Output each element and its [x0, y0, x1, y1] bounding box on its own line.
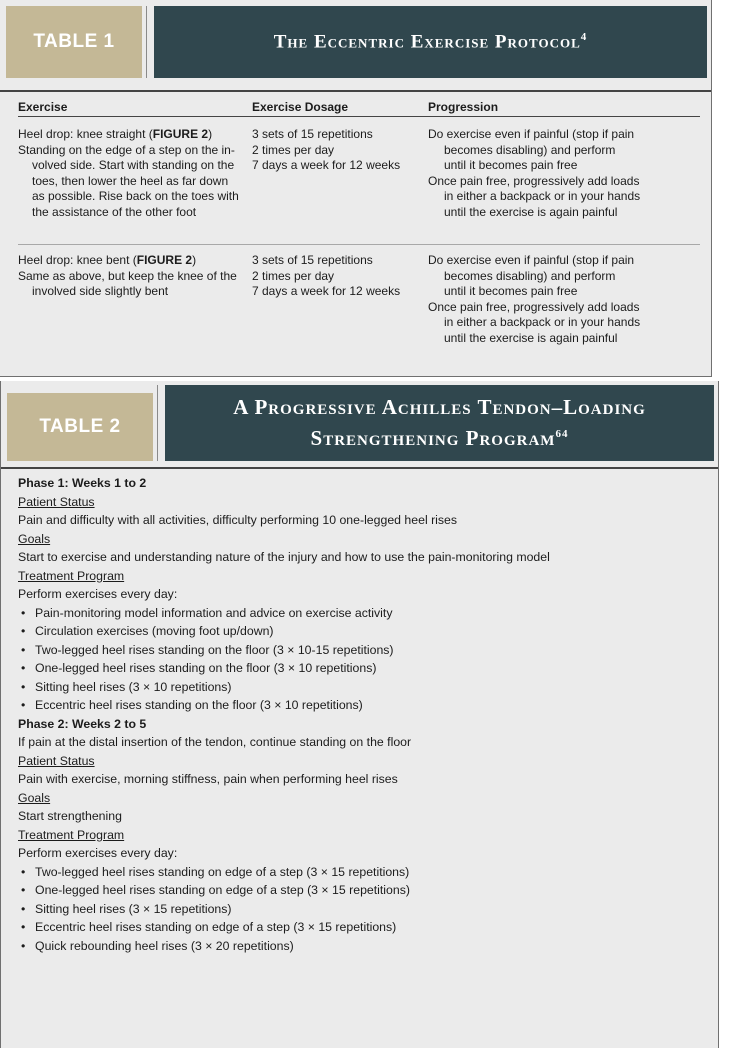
dosage-line: 7 days a week for 12 weeks: [252, 158, 401, 173]
dosage-line: 2 times per day: [252, 142, 335, 157]
table-row-1-exercise: [18, 127, 250, 221]
table-1-title: [154, 6, 707, 78]
dosage-line: 2 times per day: [252, 268, 335, 283]
table-1-title-text: The Eccentric Exercise Protocol: [273, 31, 581, 53]
list-item: • Sitting heel rises (3 × 10 repetitions): [18, 678, 718, 697]
bullet-icon: •: [21, 642, 26, 657]
exercise-line: involved side slightly bent: [32, 284, 169, 299]
bullet-icon: •: [21, 605, 26, 620]
exercise-line: volved side. Start with standing on the: [32, 158, 235, 173]
table-1-header: [0, 6, 712, 78]
bullet-icon: •: [21, 698, 26, 712]
table-1-title-ref: 4: [580, 30, 588, 43]
progression-line: Once pain free, progressively add loads: [428, 173, 640, 188]
header-divider: [153, 385, 165, 461]
list-item: • Two-legged heel rises standing on the floor (3 × 10-15 repetitions): [18, 641, 718, 660]
table-2-title-line-1: A Progressive Achilles Tendon–Loading: [233, 395, 646, 419]
table-2-tag: TABLE 2: [7, 393, 153, 461]
exercise-title: Heel drop: knee straight (FIGURE 2): [18, 127, 213, 141]
column-header-rule: [18, 116, 700, 117]
bullet-icon: •: [21, 679, 26, 694]
progression-line: in either a backpack or in your hands: [444, 315, 641, 330]
dosage-line: 3 sets of 15 repetitions: [252, 127, 373, 141]
phase-1-heading: Phase 1: Weeks 1 to 2: [18, 476, 147, 490]
progression-line: becomes disabling) and perform: [444, 142, 616, 157]
table-1: [0, 0, 712, 377]
patient-status-text: Pain and difficulty with all activities, difficulty performing 10 one-legged heel rises: [18, 513, 458, 527]
phase-2-note: If pain at the distal insertion of the tendon, continue standing on the floor: [18, 735, 412, 749]
dosage-line: 3 sets of 15 repetitions: [252, 253, 373, 267]
bullet-icon: •: [21, 661, 26, 675]
table-row-2-exercise: [18, 253, 250, 300]
progression-line: becomes disabling) and perform: [444, 268, 616, 283]
list-item: • Quick rebounding heel rises (3 × 20 repetitions): [18, 937, 718, 956]
patient-status-text: Pain with exercise, morning stiffness, pain when performing heel rises: [18, 772, 398, 786]
table-row-2-progression: [428, 253, 708, 347]
table-1-top-rule: [0, 90, 711, 92]
progression-line: until the exercise is again painful: [444, 330, 618, 345]
table-2-title-ref: 64: [555, 428, 569, 440]
patient-status-label: Patient Status: [18, 494, 95, 509]
table-1-tag: TABLE 1: [6, 6, 142, 78]
list-item: • Pain-monitoring model information and advice on exercise activity: [18, 604, 718, 623]
header-divider: [142, 6, 154, 78]
table-row-2-dosage: [252, 253, 422, 300]
table-2-body: [18, 474, 718, 955]
treatment-intro: Perform exercises every day:: [18, 587, 178, 601]
bullet-icon: •: [21, 920, 26, 934]
row-divider: [18, 244, 700, 245]
table-2: [0, 381, 719, 1048]
progression-line: until it becomes pain free: [444, 158, 578, 173]
list-item: • Eccentric heel rises standing on the floor (3 × 10 repetitions): [18, 696, 718, 715]
progression-line: until it becomes pain free: [444, 284, 578, 299]
list-item: • One-legged heel rises standing on the floor (3 × 10 repetitions): [18, 659, 718, 678]
table-2-title: [165, 385, 714, 461]
progression-line: Do exercise even if painful (stop if pain: [428, 253, 635, 267]
table-2-title-line-2: Strengthening Program: [310, 426, 556, 450]
progression-line: Do exercise even if painful (stop if pain: [428, 127, 635, 141]
goals-text: Start strengthening: [18, 809, 122, 823]
list-item: • Sitting heel rises (3 × 15 repetitions): [18, 900, 718, 919]
bullet-icon: •: [21, 938, 26, 953]
table-row-1-progression: [428, 127, 708, 221]
table-row-1-dosage: [252, 127, 422, 174]
exercise-line: Standing on the edge of a step on the in-: [18, 142, 235, 157]
exercise-line: as possible. Rise back on the toes with: [32, 189, 239, 204]
table-2-header: [1, 385, 720, 461]
goals-text: Start to exercise and understanding nature of the injury and how to use the pain-monitoring model: [18, 550, 550, 564]
progression-line: until the exercise is again painful: [444, 204, 618, 219]
exercise-line: toes, then lower the heel as far down: [32, 173, 229, 188]
table-2-top-rule: [1, 467, 718, 469]
exercise-line: Same as above, but keep the knee of the: [18, 268, 237, 283]
exercise-line: the assistance of the other foot: [32, 204, 197, 219]
bullet-icon: •: [21, 883, 26, 897]
goals-label: Goals: [18, 531, 51, 546]
treatment-program-label: Treatment Program: [18, 568, 125, 583]
dosage-line: 7 days a week for 12 weeks: [252, 284, 401, 299]
goals-label: Goals: [18, 790, 51, 805]
bullet-icon: •: [21, 864, 26, 879]
column-header-exercise: Exercise: [18, 100, 68, 114]
progression-line: Once pain free, progressively add loads: [428, 299, 640, 314]
progression-line: in either a backpack or in your hands: [444, 189, 641, 204]
bullet-icon: •: [21, 624, 26, 638]
column-header-dosage: Exercise Dosage: [252, 100, 349, 114]
list-item: • Eccentric heel rises standing on edge of a step (3 × 15 repetitions): [18, 918, 718, 937]
list-item: • Circulation exercises (moving foot up/down): [18, 622, 718, 641]
treatment-intro: Perform exercises every day:: [18, 846, 178, 860]
treatment-program-label: Treatment Program: [18, 827, 125, 842]
column-header-progression: Progression: [428, 100, 499, 114]
list-item: • One-legged heel rises standing on edge of a step (3 × 15 repetitions): [18, 881, 718, 900]
exercise-title: Heel drop: knee bent (FIGURE 2): [18, 253, 197, 267]
phase-2-heading: Phase 2: Weeks 2 to 5: [18, 716, 147, 731]
bullet-icon: •: [21, 901, 26, 916]
patient-status-label: Patient Status: [18, 753, 95, 768]
list-item: • Two-legged heel rises standing on edge of a step (3 × 15 repetitions): [18, 863, 718, 882]
